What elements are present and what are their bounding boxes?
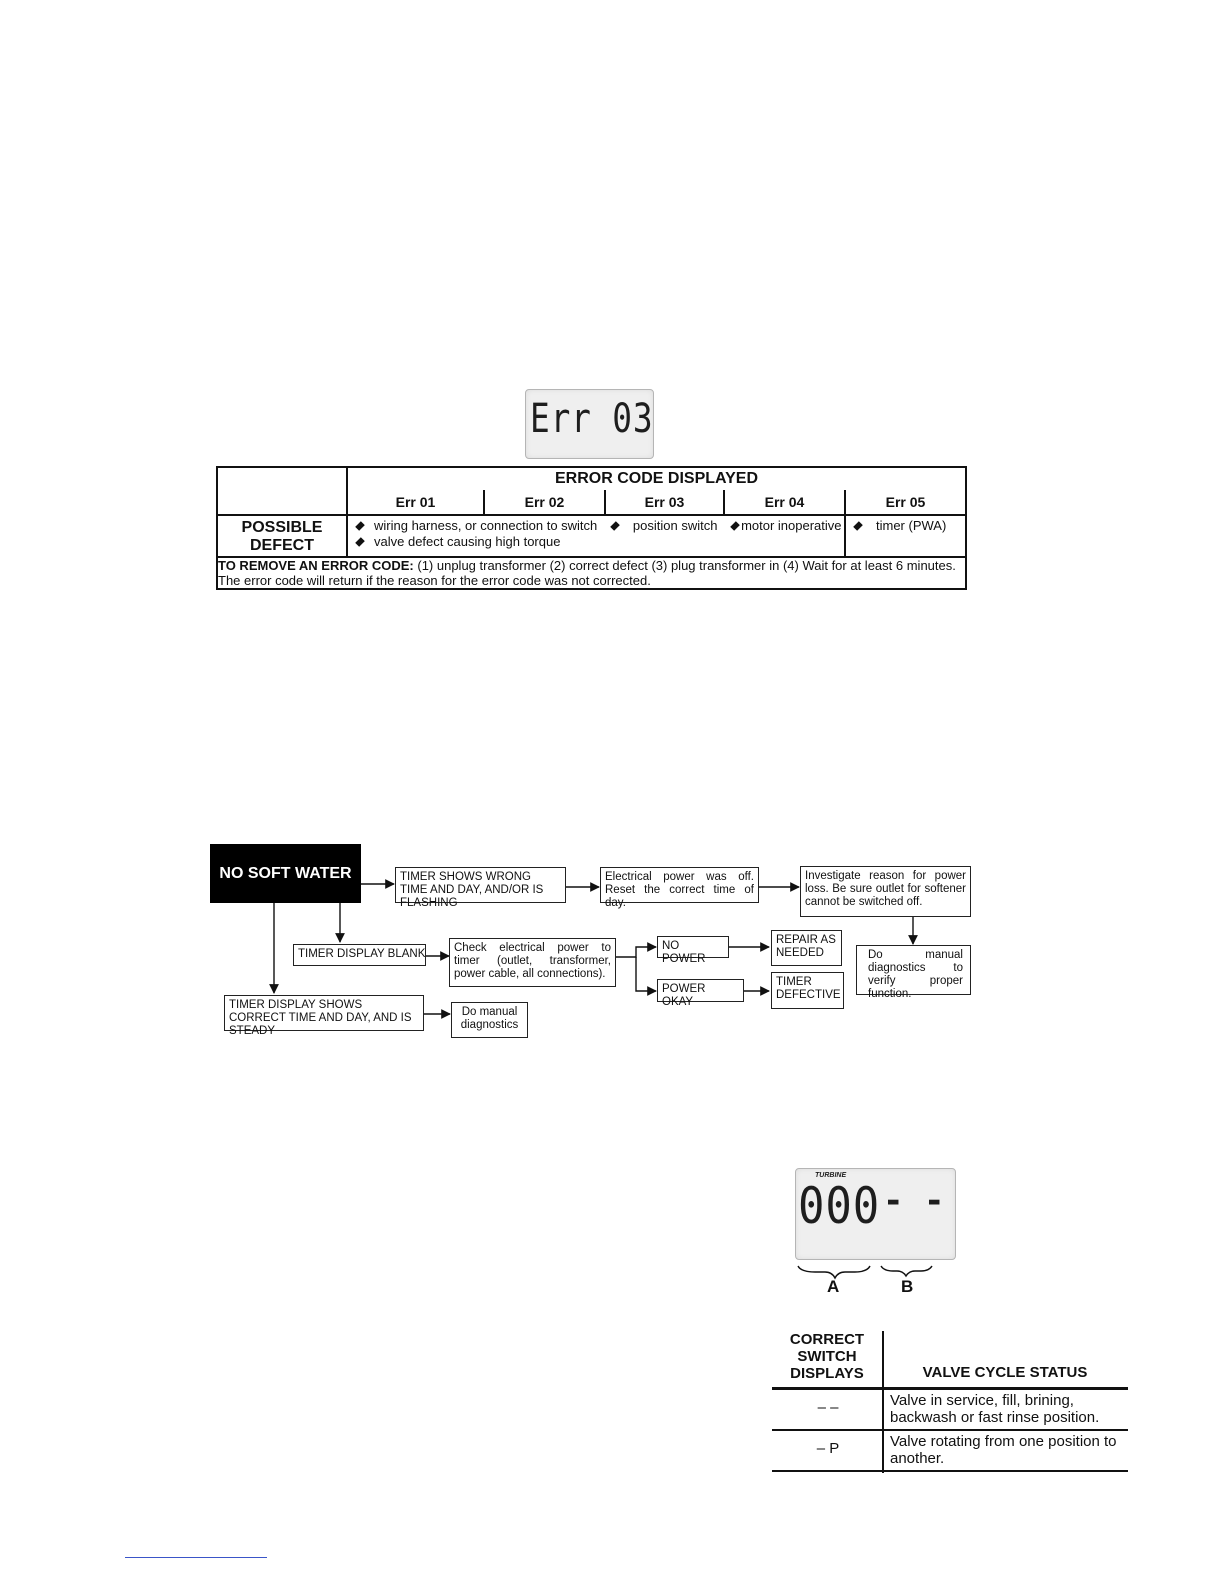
switch-table-header-rule	[772, 1387, 1128, 1390]
switch-row2-status: Valve rotating from one position to another.	[890, 1433, 1117, 1467]
flow-investigate-power-loss: Investigate reason for power loss. Be sure outlet for softener cannot be switched off.	[800, 866, 971, 917]
defect-err01-b: valve defect causing high torque	[374, 534, 561, 549]
flow-timer-defective: TIMER DEFECTIVE	[771, 972, 844, 1009]
switch-row1-status: Valve in service, fill, brining, backwash or fast rinse position.	[890, 1392, 1100, 1426]
flow-repair-as-needed: REPAIR AS NEEDED	[771, 930, 842, 966]
switch-table-row-rule	[772, 1429, 1128, 1431]
error-display-text: Err 03	[530, 396, 654, 442]
flow-no-power: NO POWER	[657, 936, 729, 958]
possible-defect-text: POSSIBLE DEFECT	[241, 519, 323, 554]
display-braces	[795, 1263, 955, 1281]
code-err03: Err 03	[605, 490, 724, 515]
flow-manual-diag: Do manual diagnostics	[451, 1002, 528, 1038]
error-table-title: ERROR CODE DISPLAYED	[347, 467, 966, 490]
remove-error-text: (1) unplug transformer (2) correct defect (3) plug transformer in (4) Wait for at least 6 minutes. The error code will return if the reason for the error code was not corrected.	[218, 558, 956, 588]
flow-display-blank: TIMER DISPLAY BLANK	[293, 944, 426, 966]
code-err04: Err 04	[724, 490, 845, 515]
flow-manual-diag-verify: Do manual diagnostics to verify proper function.	[856, 945, 971, 995]
switch-row1-display: – –	[817, 1399, 839, 1416]
switch-col2-header: VALVE CYCLE STATUS	[922, 1364, 1088, 1381]
defect-err01-a: wiring harness, or connection to switch	[374, 518, 598, 533]
turbine-dashes: - -	[883, 1181, 945, 1221]
defect-err05: timer (PWA)	[876, 518, 947, 533]
brace-label-b: B	[901, 1277, 914, 1296]
code-err02: Err 02	[484, 490, 605, 515]
code-err05: Err 05	[845, 490, 966, 515]
flow-start-no-soft-water: NO SOFT WATER	[210, 844, 361, 903]
defect-err04: motor inoperative	[741, 518, 842, 533]
switch-row2-display: – P	[816, 1440, 840, 1457]
remove-error-heading: TO REMOVE AN ERROR CODE:	[218, 558, 414, 573]
flow-power-okay: POWER OKAY	[657, 979, 744, 1002]
switch-table-bottom-rule	[772, 1470, 1128, 1472]
footnote-rule	[125, 1557, 267, 1558]
flow-display-correct: TIMER DISPLAY SHOWS CORRECT TIME AND DAY, AND IS STEADY	[224, 995, 424, 1031]
brace-label-a: A	[827, 1277, 840, 1296]
flow-check-power: Check electrical power to timer (outlet, transformer, power cable, all connections).	[449, 938, 616, 987]
switch-table-divider	[882, 1331, 884, 1473]
switch-col1-header: CORRECT SWITCH DISPLAYS	[789, 1331, 865, 1382]
turbine-label: TURBINE	[815, 1172, 847, 1179]
code-err01: Err 01	[347, 490, 484, 515]
flow-power-was-off: Electrical power was off. Reset the correct time of day.	[600, 867, 759, 903]
flow-wrong-time: TIMER SHOWS WRONG TIME AND DAY, AND/OR IS FLASHING	[395, 867, 566, 903]
turbine-lcd-display	[795, 1168, 956, 1260]
turbine-digits: 000	[798, 1177, 881, 1235]
defect-err03: position switch	[632, 518, 718, 533]
